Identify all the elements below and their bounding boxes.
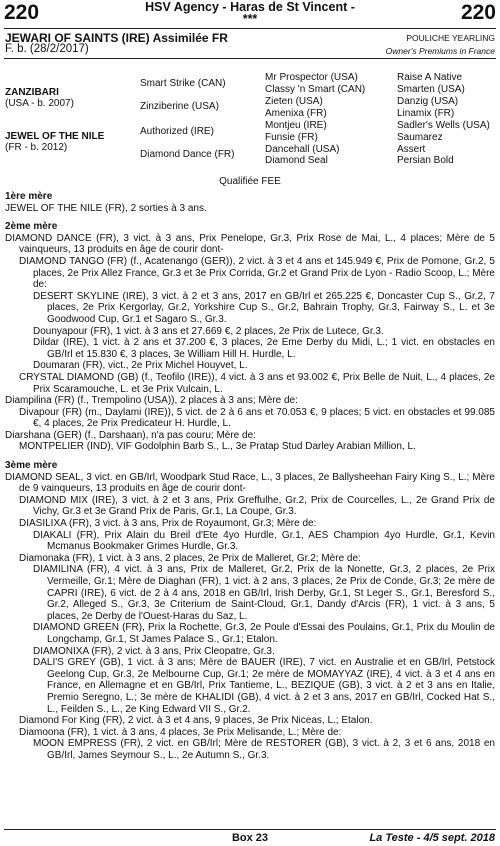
section-title-third-dam: 3ème mère — [5, 460, 58, 472]
produce-entry: DIASILIXA (FR), 3 vict. à 3 ans, Prix de Royaumont, Gr.3; Mère de: — [19, 518, 317, 530]
pedigree-gen2-4: Diamond Dance (FR) — [140, 149, 235, 160]
produce-entry: MOON EMPRESS (FR), 2 vict. en GB/Irl; Mère de RESTORER (GB), 3 vict. à 2, 3 et 6 ans, 2018 en GB/Irl, James Seymour S., L., 2e Autumn S., Gr.3. — [33, 738, 495, 761]
pedigree-gen2-1: Smart Strike (CAN) — [140, 78, 226, 89]
pedigree-gen4-2: Smarten (USA) — [397, 84, 465, 95]
produce-entry: Diarshana (GER) (f., Darshaan), n'a pas couru; Mère de: — [5, 429, 256, 441]
produce-entry: DIAMILINA (FR), 4 vict. à 3 ans, Prix de Malleret, Gr.2, Prix de la Nonette, Gr.3, 2 places, 2e Prix Vermeille, Gr.1; Mère de Diaghan (FR), 1 vict. à 2 ans, 3 places, 2e Prix de Conde, Gr.3; 2e mère de CAPRI (IRE), 6 vict. de 2 à 4 ans, 2018 en GB/Irl, Irish Derby, Gr.1, St Leger S., Gr.1, Beresford S., Gr.2, Alleged S., Gr.3, 3e Criterium de Saint-Cloud, Gr.1, Dandy d'Arcis (FR), 1 vict. à 3 ans, 5 places, 2e Derby de l'Ouest-Haras du Saz, L. — [33, 564, 495, 622]
pedigree-gen3-7: Dancehall (USA) — [265, 144, 340, 155]
pedigree-gen3-2: Classy 'n Smart (CAN) — [265, 84, 366, 95]
pedigree-gen3-8: Diamond Seal — [265, 155, 328, 166]
pedigree-gen4-4: Linamix (FR) — [397, 108, 455, 119]
horse-sex-date: F. b. (28/2/2017) — [5, 43, 89, 55]
produce-entry: DIAMONIXA (FR), 2 vict. à 3 ans, Prix Cleopatre, Gr.3. — [33, 645, 275, 657]
pedigree-gen4-1: Raise A Native — [397, 72, 463, 83]
produce-entry: DIAMOND TANGO (FR) (f., Acatenango (GER)), 2 vict. à 3 et 4 ans et 145.949 €, Prix de Pomone, Gr.2, 5 places, 2e Prix Allez France, Gr.3 et 3e Prix Corrida, Gr.2 et Grand Prix de Lyon - Radio Scoop, L.; Mère de: — [19, 255, 495, 291]
produce-entry: DIAKALI (FR), Prix Alain du Breil d'Ete 4yo Hurdle, Gr.1, AES Champion 4yo Hurdle, Gr.1, Kevin Mcmanus Bookmaker Grimes Hurdle, Gr.3. — [33, 529, 495, 553]
pedigree-gen4-7: Assert — [397, 144, 426, 155]
produce-entry: DIAMOND SEAL, 3 vict. en GB/Irl, Woodpark Stud Race, L., 3 places, 2e Ballysheehan Fairy King S., L.; Mère de 9 vainqueurs, 13 produits en âge de courir dont- — [5, 471, 495, 495]
pedigree-gen3-3: Zieten (USA) — [265, 96, 323, 107]
pedigree-gen3-6: Funsie (FR) — [265, 132, 318, 143]
consignor-title-line1: HSV Agency - Haras de St Vincent - — [145, 0, 355, 14]
header-rule — [4, 28, 496, 29]
produce-entry: Diamonaka (FR), 1 vict. à 3 ans, 2 places, 2e Prix de Malleret, Gr.2; Mère de: — [19, 552, 361, 564]
pedigree-gen4-3: Danzig (USA) — [397, 96, 459, 107]
produce-entry: Diamond For King (FR), 2 vict. à 3 et 4 ans, 9 places, 3e Prix Niceas, L.; Etalon. — [19, 715, 373, 727]
produce-entry: DIAMOND GREEN (FR), Prix la Rochette, Gr.3, 2e Poule d'Essai des Poulains, Gr.1, Prix du Moulin de Longchamp, Gr.1, St James Palace S., Gr.1; Etalon. — [33, 622, 495, 645]
dam-name: JEWEL OF THE NILE — [5, 131, 105, 142]
sire-name: ZANZIBARI — [5, 87, 59, 98]
produce-entry: Dildar (IRE), 1 vict. à 2 ans et 37.200 €, 3 places, 2e Eme Derby du Midi, L.; 1 vict. en obstacles en GB/Irl et 15.830 €, 3 places, 3e William Hill H. Hurdle, L. — [33, 337, 495, 360]
pedigree-gen4-8: Persian Bold — [397, 155, 454, 166]
produce-entry: DIAMOND DANCE (FR), 3 vict. à 3 ans, Prix Penelope, Gr.3, Prix Rose de Mai, L., 4 places; Mère de 5 vainqueurs, 13 produits en âge de courir dont- — [5, 232, 495, 256]
produce-entry: Diamoona (FR), 1 vict. à 3 ans, 4 places, 3e Prix Melisande, L.; Mère de: — [19, 726, 342, 738]
pedigree-gen3-1: Mr Prospector (USA) — [265, 72, 358, 83]
sire-origin: (USA - b. 2007) — [5, 98, 74, 109]
pedigree-top-rule — [4, 58, 496, 59]
produce-entry: Divapour (FR) (m., Daylami (IRE)), 5 vict. de 2 à 6 ans et 70.053 €, 9 places; 5 vict. en obstacles et 99.085 €, 4 places, 2e Prix Predicateur H. Hurdle, L. — [19, 406, 495, 430]
produce-entry: DESERT SKYLINE (IRE), 3 vict. à 2 et 3 ans, 2017 en GB/Irl et 265.225 €, Doncaster Cup S., Gr.2, 7 places, 2e Prix Kergorlay, Gr.2, Yorkshire Cup S., Gr.2, Bahrain Trophy, Gr.3, Fairway S., L. et 3e Goodwood Cup, Gr.1 et Sagaro S., Gr.3. — [33, 290, 495, 325]
produce-entry: Diampilina (FR) (f., Trempolino (USA)), 2 places à 3 ans; Mère de: — [5, 395, 298, 407]
first-dam-text: JEWEL OF THE NILE (FR), 2 sorties à 3 ans. — [5, 202, 207, 214]
dam-origin: (FR - b. 2012) — [5, 142, 68, 153]
section-title-second-dam: 2ème mère — [5, 221, 58, 233]
pedigree-gen2-3: Authorized (IRE) — [140, 126, 214, 137]
produce-entry: DIAMOND MIX (IRE), 3 vict. à 2 et 3 ans, Prix Greffulhe, Gr.2, Prix de Courcelles, L., 2e Grand Prix de Vichy, Gr.3 et 3e Grand Prix de Paris, Gr.1, La Coupe, Gr.3. — [19, 494, 495, 518]
pedigree-gen2-2: Zinziberine (USA) — [140, 101, 219, 112]
family-notes — [5, 191, 495, 762]
footer-rule — [4, 829, 496, 830]
pedigree-gen3-5: Montjeu (IRE) — [265, 120, 327, 131]
horse-category: POULICHE YEARLING — [406, 33, 495, 43]
box-number: Box 23 — [231, 832, 269, 844]
pedigree-gen4-6: Saumarez — [397, 132, 443, 143]
owner-premiums-note: Owner's Premiums in France — [385, 46, 495, 56]
qualification-note: Qualifiée FEE — [219, 176, 281, 187]
pedigree-gen3-4: Amenixa (FR) — [265, 108, 327, 119]
consignor-title — [90, 1, 410, 25]
pedigree-gen4-5: Sadler's Wells (USA) — [397, 120, 490, 131]
consignor-title-line2: *** — [242, 12, 258, 26]
produce-entry: Doumaran (FR), vict., 2e Prix Michel Houyvet, L. — [33, 360, 248, 372]
produce-entry: MONTPELIER (IND), VIF Godolphin Barb S., L., 3e Pratap Stud Darley Arabian Million, L. — [19, 441, 416, 453]
produce-entry: CRYSTAL DIAMOND (GB) (f., Teofilo (IRE)), 4 vict. à 3 ans et 93.002 €, Prix Belle de Nuit, L., 4 places, 2e Prix Scaramouche, L. et 3e Prix Vulcain, L. — [19, 371, 495, 395]
section-title-first-dam: 1ère mère — [5, 191, 53, 202]
lot-number-right: 220 — [460, 1, 496, 24]
horse-name: JEWARI OF SAINTS (IRE) Assimilée FR — [5, 31, 228, 45]
produce-entry: DALI'S GREY (GB), 1 vict. à 3 ans; Mère de BAUER (IRE), 7 vict. en Australie et en GB/Irl, Petstock Geelong Cup, Gr.3, 2e Melbourne Cup, Gr.1; 2e mère de MOMAYYAZ (IRE), 4 vict. à 3 et 4 ans en France, en Allemagne et en GB/Irl, Prix Tantieme, L., BEZIQUE (GB), 3 vict. à 2 et 3 ans en Italie, Premio Seregno, L.; 3e mère de KHALIDI (GB), 4 vict. à 2 et 3 ans, 2017 en GB/Irl, Cocked Hat S., L., Feilden S., L., 2e King Edward VII S., Gr.2. — [33, 657, 495, 715]
produce-entry: Dounyapour (FR), 1 vict. à 3 ans et 27.669 €, 2 places, 2e Prix de Lutece, Gr.3. — [33, 325, 384, 337]
lot-number-left: 220 — [4, 1, 40, 24]
sale-venue-date: La Teste - 4/5 sept. 2018 — [369, 832, 495, 844]
